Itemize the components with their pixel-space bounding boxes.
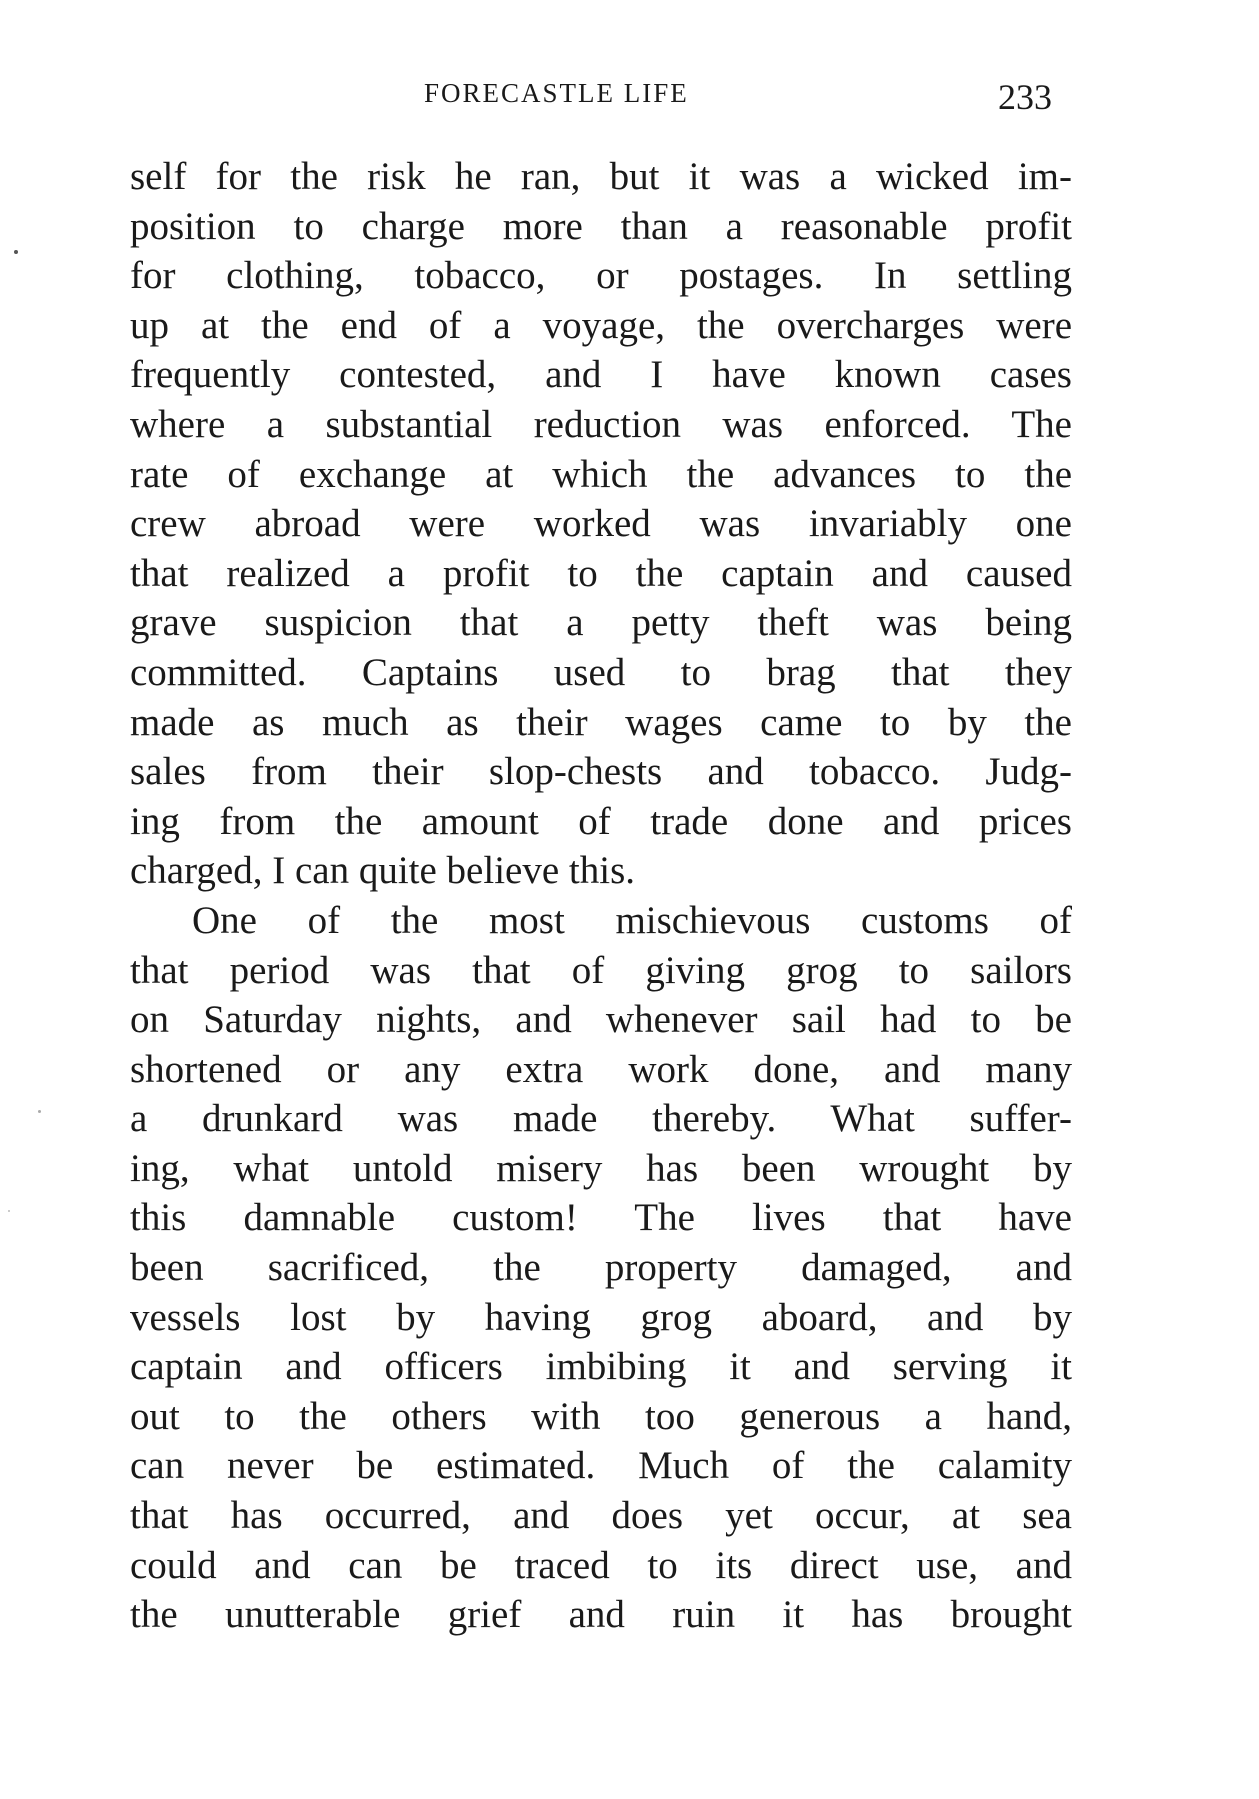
text-line: grave suspicion that a petty theft was being [130, 601, 1072, 645]
text-line: on Saturday nights, and whenever sail had to be [130, 998, 1072, 1042]
text-line: captain and officers imbibing it and serving it [130, 1345, 1072, 1389]
text-line: made as much as their wages came to by the [130, 700, 1072, 744]
scan-speck [8, 1210, 10, 1212]
text-line: position to charge more than a reasonable profit [130, 204, 1072, 248]
text-line: self for the risk he ran, but it was a wicked im- [130, 155, 1072, 198]
text-line: can never be estimated. Much of the calamity [130, 1444, 1072, 1488]
text-line: the unutterable grief and ruin it has brought [130, 1593, 1072, 1637]
text-line: that period was that of giving grog to sailors [130, 948, 1072, 992]
text-line: crew abroad were worked was invariably one [130, 502, 1072, 546]
page-number: 233 [998, 77, 1052, 117]
running-title: FORECASTLE LIFE [424, 78, 689, 108]
text-line: ing, what untold misery has been wrought by [130, 1146, 1072, 1190]
running-head [0, 70, 1259, 120]
text-line: been sacrificed, the property damaged, and [130, 1246, 1072, 1290]
body-text [130, 152, 1072, 1640]
text-line: could and can be traced to its direct use, and [130, 1543, 1072, 1587]
paragraph-end-line: charged, I can quite believe this. [130, 849, 636, 893]
text-line: frequently contested, and I have known cases [130, 353, 1072, 397]
text-line: ing from the amount of trade done and prices [130, 799, 1072, 843]
text-line: committed. Captains used to brag that they [130, 650, 1072, 694]
text-line: that realized a profit to the captain and caused [130, 551, 1072, 595]
paragraph-start-line: One of the most mischievous customs of [192, 898, 1072, 942]
text-line: this damnable custom! The lives that have [130, 1196, 1072, 1240]
text-line: that has occurred, and does yet occur, at sea [130, 1494, 1072, 1538]
text-line: up at the end of a voyage, the overcharges were [130, 303, 1072, 347]
text-line: rate of exchange at which the advances to the [130, 452, 1072, 496]
text-line: sales from their slop-chests and tobacco. Judg- [130, 750, 1072, 794]
scan-speck [14, 250, 18, 254]
text-line: a drunkard was made thereby. What suffer- [130, 1097, 1072, 1141]
text-line: where a substantial reduction was enforced. The [130, 402, 1072, 446]
text-line: vessels lost by having grog aboard, and by [130, 1295, 1072, 1339]
text-line: out to the others with too generous a hand, [130, 1394, 1072, 1438]
text-line: for clothing, tobacco, or postages. In settling [130, 254, 1072, 298]
scan-speck [38, 1110, 41, 1113]
text-line: shortened or any extra work done, and many [130, 1047, 1072, 1091]
